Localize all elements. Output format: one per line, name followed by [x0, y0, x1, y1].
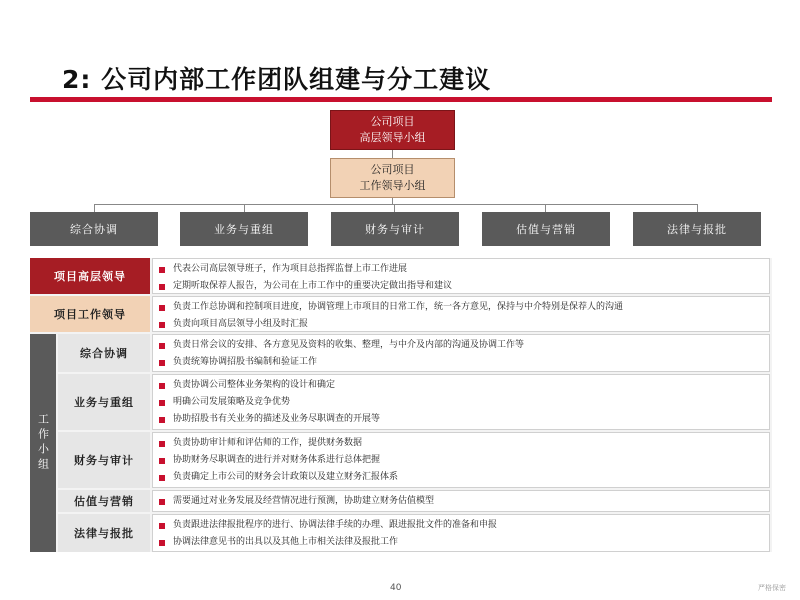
list-item: 代表公司高层领导班子，作为项目总指挥监督上市工作进展: [153, 261, 769, 278]
list-item: 负责跟进法律报批程序的进行、协调法律手续的办理、跟进报批文件的准备和申报: [153, 517, 769, 534]
bullet-icon: [159, 267, 165, 273]
row-desc: [152, 334, 770, 372]
bullet-icon: [159, 343, 165, 349]
bullet-icon: [159, 322, 165, 328]
bullet-icon: [159, 305, 165, 311]
connector-team-3: [394, 204, 395, 212]
bullet-icon: [159, 441, 165, 447]
work-box-line-2: 工作领导小组: [359, 179, 426, 192]
table-row: [30, 296, 772, 332]
list-item: 负责协调公司整体业务架构的设计和确定: [153, 377, 769, 394]
bullet-icon: [159, 499, 165, 505]
bullet-icon: [159, 475, 165, 481]
row-label-leader: 项目高层领导: [30, 258, 150, 294]
work-box-line-1: 公司项目: [370, 163, 415, 176]
row-label-finance: 财务与审计: [58, 432, 150, 488]
bullet-icon: [159, 540, 165, 546]
list-item: 负责向项目高层领导小组及时汇报: [153, 316, 769, 333]
team-box-coordination: 综合协调: [30, 212, 158, 246]
team-box-business: 业务与重组: [180, 212, 308, 246]
connector-team-4: [545, 204, 546, 212]
table-row: [30, 258, 772, 294]
list-item: 负责协助审计师和评估师的工作，提供财务数据: [153, 435, 769, 452]
list-item: 负责日常会议的安排、各方意见及资料的收集、整理，与中介及内部的沟通及协调工作等: [153, 337, 769, 354]
row-desc: [152, 296, 770, 332]
team-box-finance: 财务与审计: [331, 212, 459, 246]
confidential-tag: 严格保密: [758, 584, 786, 592]
row-label-valuation: 估值与营销: [58, 490, 150, 512]
title-underline: [30, 97, 772, 102]
row-label-business: 业务与重组: [58, 374, 150, 430]
row-desc: [152, 490, 770, 512]
page-number: 40: [390, 583, 402, 593]
connector-team-2: [244, 204, 245, 212]
team-box-legal: 法律与报批: [633, 212, 761, 246]
bullet-icon: [159, 400, 165, 406]
row-desc: [152, 432, 770, 488]
work-group-box: [330, 158, 455, 198]
row-label-work: 项目工作领导: [30, 296, 150, 332]
page-title: 2: 公司内部工作团队组建与分工建议: [62, 65, 492, 94]
list-item: 需要通过对业务发展及经营情况进行预测，协助建立财务估值模型: [153, 493, 769, 510]
leader-box-line-2: 高层领导小组: [359, 131, 426, 144]
list-item: 负责确定上市公司的财务会计政策以及建立财务汇报体系: [153, 469, 769, 486]
list-item: 定期听取保荐人报告，为公司在上市工作中的重要决定做出指导和建议: [153, 278, 769, 295]
connector-team-1: [94, 204, 95, 212]
list-item: 明确公司发展策略及竞争优势: [153, 394, 769, 411]
bullet-icon: [159, 523, 165, 529]
connector-bus: [94, 204, 697, 205]
responsibility-table: [30, 258, 772, 552]
list-item: 负责统筹协调招股书编制和验证工作: [153, 354, 769, 371]
row-label-coordination: 综合协调: [58, 334, 150, 372]
list-item: 负责工作总协调和控制项目进度，协调管理上市项目的日常工作，统一各方意见，保持与中介特别是保荐人的沟通: [153, 299, 769, 316]
work-group-side-label: 工作小组: [30, 334, 56, 552]
connector-leader-work: [392, 150, 393, 158]
bullet-icon: [159, 458, 165, 464]
bullet-icon: [159, 284, 165, 290]
bullet-icon: [159, 417, 165, 423]
leader-box-line-1: 公司项目: [370, 115, 415, 128]
row-desc: [152, 514, 770, 552]
team-box-valuation: 估值与营销: [482, 212, 610, 246]
list-item: 协调法律意见书的出具以及其他上市相关法律及报批工作: [153, 534, 769, 551]
list-item: 协助招股书有关业务的描述及业务尽职调查的开展等: [153, 411, 769, 428]
row-label-legal: 法律与报批: [58, 514, 150, 552]
connector-team-5: [697, 204, 698, 212]
bullet-icon: [159, 360, 165, 366]
leader-group-box: [330, 110, 455, 150]
row-desc: [152, 258, 770, 294]
row-desc: [152, 374, 770, 430]
bullet-icon: [159, 383, 165, 389]
list-item: 协助财务尽职调查的进行并对财务体系进行总体把握: [153, 452, 769, 469]
